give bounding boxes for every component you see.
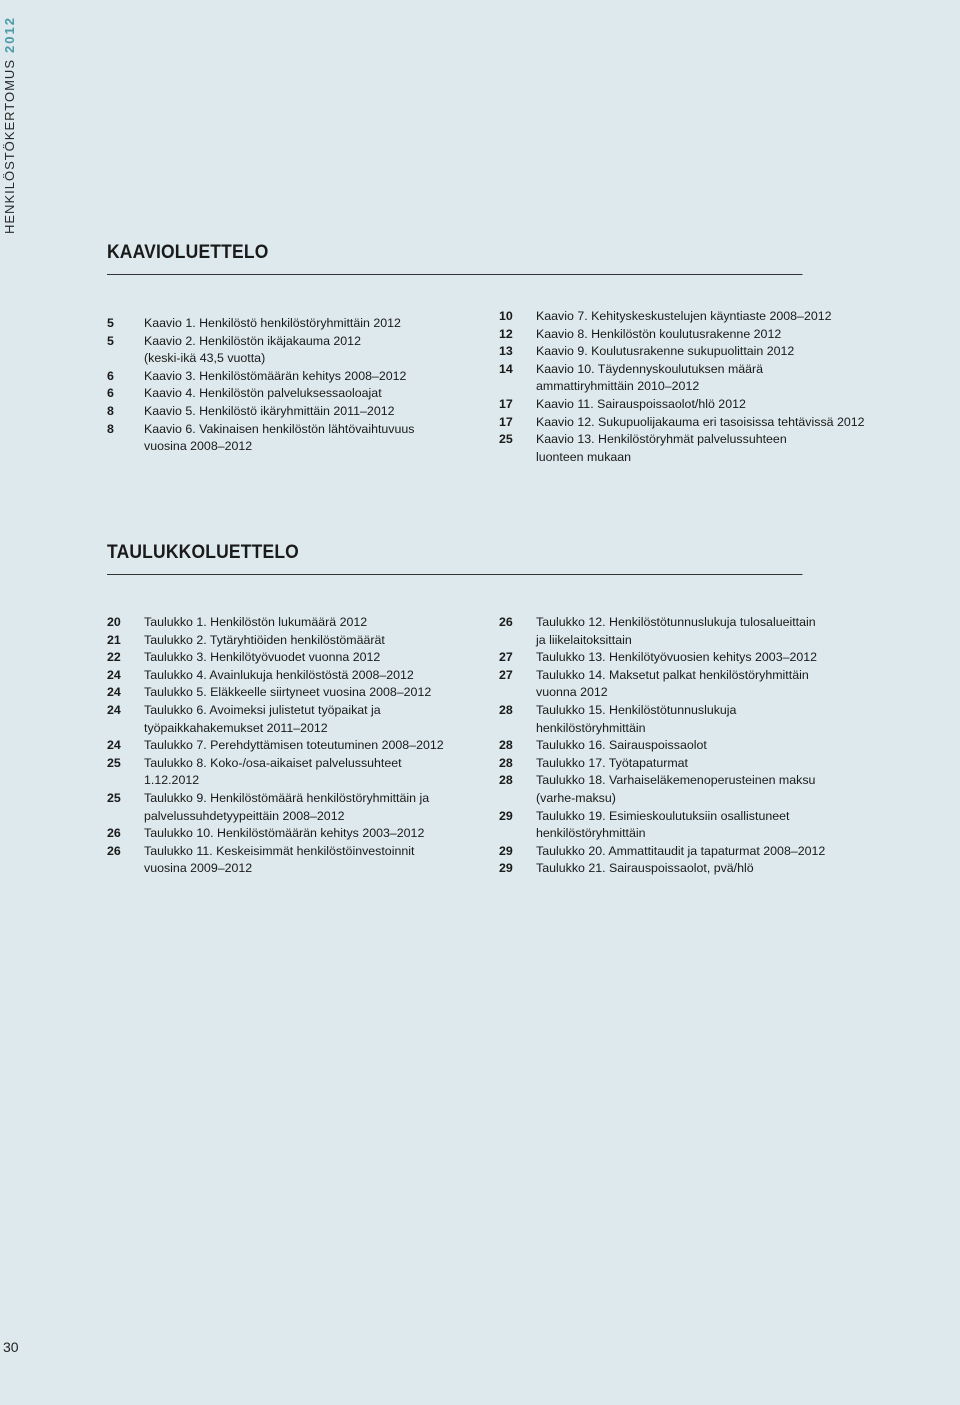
toc-entry[interactable] [499,326,879,344]
tables-list-heading: TAULUKKOLUETTELO [107,542,803,575]
toc-entry-title: Taulukko 2. Tytäryhtiöiden henkilöstömäärät [144,632,385,647]
toc-entry[interactable] [107,421,447,439]
toc-entry-title: Taulukko 9. Henkilöstömäärä henkilöstöryhmittäin ja [144,790,430,805]
charts-list-right [499,308,879,466]
toc-page-number [499,684,536,702]
toc-entry[interactable] [107,772,467,790]
toc-entry[interactable] [107,315,447,333]
toc-page-number: 29 [499,843,513,858]
toc-page-number [499,632,536,650]
toc-entry-title: Taulukko 11. Keskeisimmät henkilöstöinvestoinnit [144,843,415,858]
toc-page-number: 17 [499,396,513,411]
toc-entry[interactable] [499,737,879,755]
toc-page-number: 29 [499,861,513,876]
toc-entry-title: Taulukko 4. Avainlukuja henkilöstöstä 2008–2012 [144,667,414,682]
document-side-title [2,16,17,234]
toc-entry[interactable] [499,860,879,878]
toc-entry[interactable] [107,350,447,368]
toc-entry-title: luonteen mukaan [536,449,632,464]
toc-entry[interactable] [499,772,879,790]
toc-entry-title: vuosina 2009–2012 [144,861,253,876]
toc-entry-title: Kaavio 10. Täydennyskoulutuksen määrä [536,361,764,376]
toc-entry[interactable] [499,414,879,432]
toc-page-number: 28 [499,702,513,717]
toc-entry[interactable] [499,843,879,861]
toc-page-number: 12 [499,326,513,341]
toc-entry[interactable] [107,808,467,826]
toc-entry[interactable] [107,649,467,667]
toc-page-number: 24 [107,702,121,717]
toc-page-number: 29 [499,808,513,823]
toc-entry-title: henkilöstöryhmittäin [536,720,646,735]
toc-page-number [107,772,144,790]
toc-entry-title: Taulukko 20. Ammattitaudit ja tapaturmat 2008–2012 [536,843,826,858]
toc-entry[interactable] [499,808,879,826]
toc-page-number [499,378,536,396]
toc-page-number: 6 [107,386,114,401]
toc-entry-title: (keski-ikä 43,5 vuotta) [144,351,266,366]
toc-page-number: 10 [499,309,513,323]
toc-entry[interactable] [499,449,879,467]
toc-page-number: 8 [107,403,114,418]
toc-page-number [499,449,536,467]
toc-entry-title: Taulukko 18. Varhaiseläkemenoperusteinen maksu [536,773,816,788]
toc-page-number: 24 [107,667,121,682]
toc-entry-title: Taulukko 10. Henkilöstömäärän kehitys 2003–2012 [144,826,425,841]
toc-entry-title: ammattiryhmittäin 2010–2012 [536,379,700,394]
toc-entry[interactable] [107,684,467,702]
toc-entry-title: Kaavio 12. Sukupuolijakauma eri tasoisissa tehtävissä 2012 [536,414,865,429]
toc-entry-title: Taulukko 1. Henkilöstön lukumäärä 2012 [144,615,368,629]
toc-entry[interactable] [499,684,879,702]
toc-entry[interactable] [107,860,467,878]
toc-entry[interactable] [107,614,467,632]
toc-entry-title: Kaavio 11. Sairauspoissaolot/hlö 2012 [536,396,746,411]
document-title: HENKILÖSTÖKERTOMUS [2,59,17,234]
toc-entry[interactable] [499,790,879,808]
toc-entry-title: Taulukko 16. Sairauspoissaolot [536,738,707,753]
toc-page-number: 25 [107,755,121,770]
toc-page-number: 5 [107,333,114,348]
toc-entry[interactable] [499,614,879,632]
toc-page-number: 25 [107,790,121,805]
toc-entry[interactable] [107,368,447,386]
toc-entry[interactable] [107,825,467,843]
toc-entry-title: Kaavio 13. Henkilöstöryhmät palvelussuhteen [536,432,787,447]
toc-entry[interactable] [499,431,879,449]
toc-page-number: 17 [499,414,513,429]
toc-page-number: 13 [499,344,513,359]
toc-entry[interactable] [499,632,879,650]
toc-entry-title: Kaavio 4. Henkilöstön palveluksessaoloajat [144,386,382,401]
toc-page-number [107,438,144,456]
toc-entry[interactable] [499,378,879,396]
toc-entry[interactable] [499,825,879,843]
toc-page-number [499,825,536,843]
toc-entry-title: Taulukko 14. Maksetut palkat henkilöstöryhmittäin [536,667,809,682]
toc-entry[interactable] [499,649,879,667]
toc-entry[interactable] [107,755,467,773]
toc-page-number: 28 [499,755,513,770]
toc-entry[interactable] [499,361,879,379]
toc-page-number: 28 [499,738,513,753]
toc-entry[interactable] [107,333,447,351]
toc-entry[interactable] [107,403,447,421]
toc-entry-title: Taulukko 7. Perehdyttämisen toteutuminen 2008–2012 [144,738,444,753]
toc-entry[interactable] [107,385,447,403]
toc-entry-title: 1.12.2012 [144,773,200,788]
document-year: 2012 [2,16,17,53]
toc-page-number [107,860,144,878]
toc-page-number: 6 [107,368,114,383]
toc-entry-title: ja liikelaitoksittain [536,632,632,647]
toc-page-number: 25 [499,432,513,447]
toc-entry[interactable] [107,720,467,738]
toc-entry-title: (varhe-maksu) [536,790,616,805]
toc-entry[interactable] [107,790,467,808]
toc-entry[interactable] [499,702,879,720]
tables-list-left [107,614,467,878]
toc-entry-title: vuonna 2012 [536,685,608,700]
toc-entry[interactable] [107,632,467,650]
tables-list-right [499,614,879,878]
toc-page-number [499,790,536,808]
toc-page-number [499,720,536,738]
toc-entry[interactable] [499,308,879,326]
toc-page-number: 14 [499,361,513,376]
toc-entry-title: Taulukko 3. Henkilötyövuodet vuonna 2012 [144,650,381,665]
toc-entry[interactable] [107,667,467,685]
toc-page-number: 27 [499,667,513,682]
toc-entry-title: Taulukko 6. Avoimeksi julistetut työpaikat ja [144,702,381,717]
toc-entry-title: Kaavio 1. Henkilöstö henkilöstöryhmittäin 2012 [144,316,401,330]
toc-entry-title: henkilöstöryhmittäin [536,826,646,841]
toc-entry[interactable] [107,843,467,861]
toc-entry[interactable] [499,343,879,361]
toc-entry-title: Kaavio 8. Henkilöstön koulutusrakenne 2012 [536,326,782,341]
toc-entry-title: Taulukko 21. Sairauspoissaolot, pvä/hlö [536,861,754,876]
toc-page-number: 24 [107,685,121,700]
toc-page-number: 8 [107,421,114,436]
toc-page-number [107,720,144,738]
toc-entry-title: Taulukko 8. Koko-/osa-aikaiset palvelussuhteet [144,755,402,770]
toc-entry-title: vuosina 2008–2012 [144,439,253,454]
toc-entry[interactable] [107,702,467,720]
toc-entry-title: Taulukko 12. Henkilöstötunnuslukuja tulosalueittain [536,615,816,629]
toc-entry-title: työpaikkahakemukset 2011–2012 [144,720,328,735]
toc-page-number [107,808,144,826]
toc-entry[interactable] [499,755,879,773]
toc-page-number: 26 [107,843,121,858]
toc-page-number: 24 [107,738,121,753]
toc-entry-title: Kaavio 6. Vakinaisen henkilöstön lähtövaihtuvuus [144,421,415,436]
toc-entry-title: Taulukko 13. Henkilötyövuosien kehitys 2003–2012 [536,650,818,665]
page-number: 30 [3,1339,19,1355]
toc-page-number [107,350,144,368]
toc-entry-title: Taulukko 5. Eläkkeelle siirtyneet vuosina 2008–2012 [144,685,432,700]
toc-entry[interactable] [107,737,467,755]
charts-list-heading: KAAVIOLUETTELO [107,242,803,275]
toc-page-number: 26 [499,615,513,629]
toc-entry-title: palvelussuhdetyypeittäin 2008–2012 [144,808,345,823]
toc-entry[interactable] [107,438,447,456]
charts-list-left [107,315,447,456]
toc-page-number: 20 [107,615,121,629]
toc-page-number: 28 [499,773,513,788]
toc-entry-title: Taulukko 19. Esimieskoulutuksiin osallistuneet [536,808,790,823]
toc-page-number: 26 [107,826,121,841]
toc-entry-title: Taulukko 15. Henkilöstötunnuslukuja [536,702,737,717]
toc-entry-title: Kaavio 7. Kehityskeskustelujen käyntiaste 2008–2012 [536,309,832,323]
toc-page-number: 27 [499,650,513,665]
toc-entry-title: Taulukko 17. Työtapaturmat [536,755,688,770]
toc-entry-title: Kaavio 2. Henkilöstön ikäjakauma 2012 [144,333,361,348]
toc-entry-title: Kaavio 3. Henkilöstömäärän kehitys 2008–2012 [144,368,407,383]
toc-page-number: 21 [107,632,121,647]
toc-entry[interactable] [499,720,879,738]
toc-page-number: 22 [107,650,121,665]
toc-entry-title: Kaavio 5. Henkilöstö ikäryhmittäin 2011–2012 [144,403,395,418]
toc-entry-title: Kaavio 9. Koulutusrakenne sukupuolittain 2012 [536,344,795,359]
toc-entry[interactable] [499,396,879,414]
toc-entry[interactable] [499,667,879,685]
toc-page-number: 5 [107,316,114,330]
